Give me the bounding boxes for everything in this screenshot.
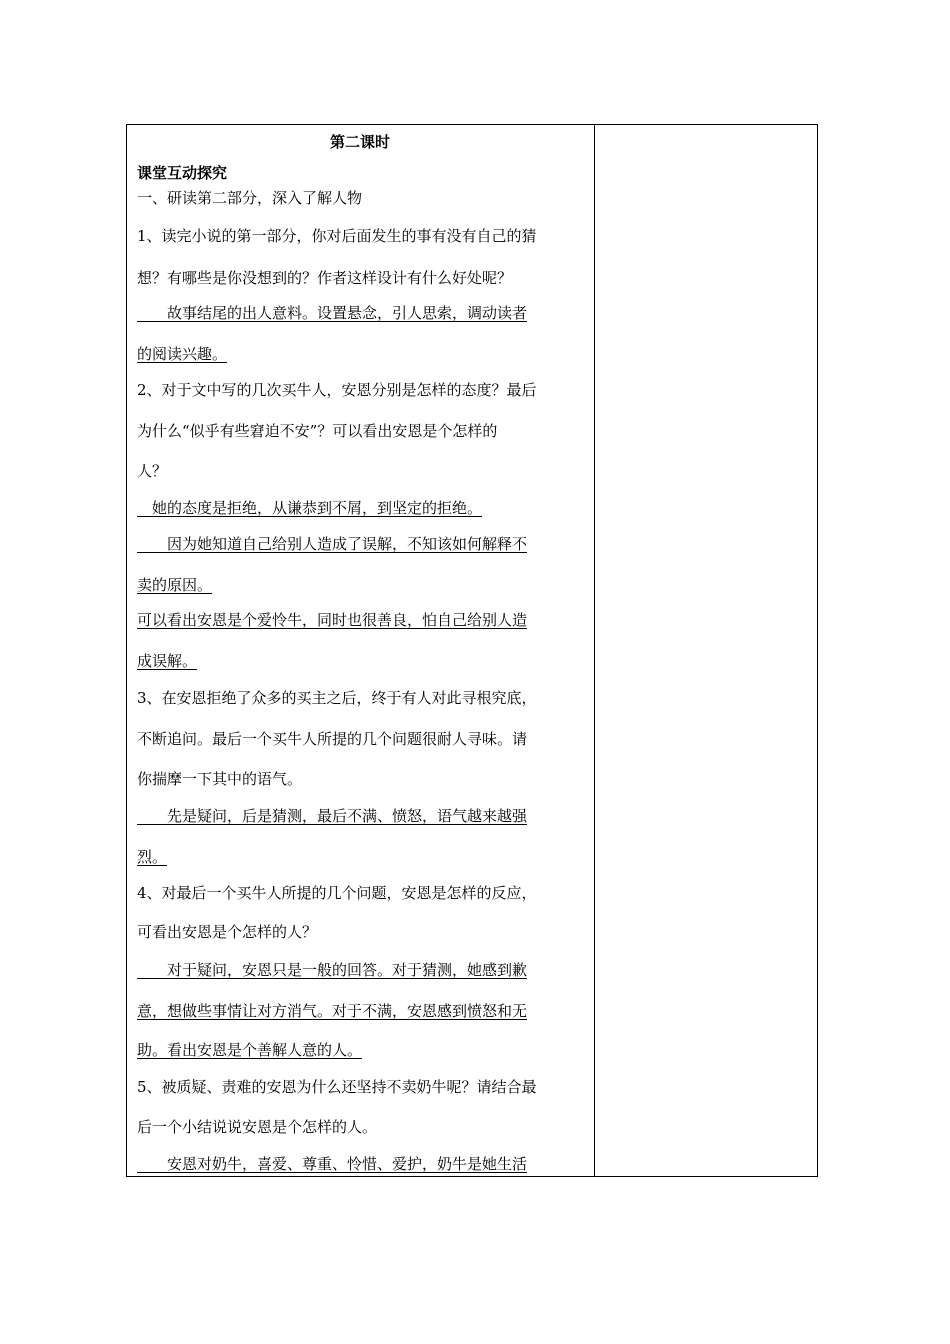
question-line: 可看出安恩是个怎样的人？ bbox=[137, 923, 318, 941]
question-line: 1、读完小说的第一部分，你对后面发生的事有没有自己的猜 bbox=[137, 227, 537, 245]
question-line: 3、在安恩拒绝了众多的买主之后，终于有人对此寻根究底， bbox=[137, 689, 537, 707]
answer-line: 对于疑问，安恩只是一般的回答。对于猜测，她感到歉 bbox=[137, 961, 528, 979]
question-line: 4、对最后一个买牛人所提的几个问题，安恩是怎样的反应， bbox=[137, 884, 537, 902]
question-line: 想？有哪些是你没想到的？作者这样设计有什么好处呢？ bbox=[137, 269, 513, 287]
answer-line: 她的态度是拒绝，从谦恭到不屑，到坚定的拒绝。 bbox=[137, 499, 483, 517]
part-heading: 一、研读第二部分，深入了解人物 bbox=[137, 189, 363, 207]
question-line: 你揣摩一下其中的语气。 bbox=[137, 770, 303, 788]
answer-line: 故事结尾的出人意料。设置悬念，引人思索，调动读者 bbox=[137, 304, 528, 322]
answer-line: 烈。 bbox=[137, 848, 168, 866]
answer-line: 安恩对奶牛，喜爱、尊重、怜惜、爱护，奶牛是她生活 bbox=[137, 1155, 528, 1173]
column-divider bbox=[594, 125, 595, 1176]
question-line: 2、对于文中写的几次买牛人，安恩分别是怎样的态度？最后 bbox=[137, 381, 537, 399]
question-line: 不断追问。最后一个买牛人所提的几个问题很耐人寻味。请 bbox=[137, 730, 528, 748]
question-line: 为什么“似乎有些窘迫不安”？可以看出安恩是个怎样的 bbox=[137, 422, 498, 440]
lesson-title: 第二课时 bbox=[329, 133, 390, 151]
lesson-table bbox=[126, 124, 818, 1177]
question-line: 5、被质疑、责难的安恩为什么还坚持不卖奶牛呢？请结合最 bbox=[137, 1078, 537, 1096]
answer-line: 可以看出安恩是个爱怜牛，同时也很善良，怕自己给别人造 bbox=[137, 611, 528, 629]
question-line: 人？ bbox=[137, 462, 168, 480]
answer-line: 助。看出安恩是个善解人意的人。 bbox=[137, 1041, 363, 1059]
answer-line: 先是疑问，后是猜测，最后不满、愤怒，语气越来越强 bbox=[137, 807, 528, 825]
answer-line: 的阅读兴趣。 bbox=[137, 345, 228, 363]
answer-line: 意，想做些事情让对方消气。对于不满，安恩感到愤怒和无 bbox=[137, 1002, 528, 1020]
question-line: 后一个小结说说安恩是个怎样的人。 bbox=[137, 1118, 378, 1136]
answer-line: 因为她知道自己给别人造成了误解，不知该如何解释不 bbox=[137, 535, 528, 553]
answer-line: 卖的原因。 bbox=[137, 576, 213, 594]
section-heading: 课堂互动探究 bbox=[137, 164, 228, 182]
answer-line: 成误解。 bbox=[137, 652, 198, 670]
